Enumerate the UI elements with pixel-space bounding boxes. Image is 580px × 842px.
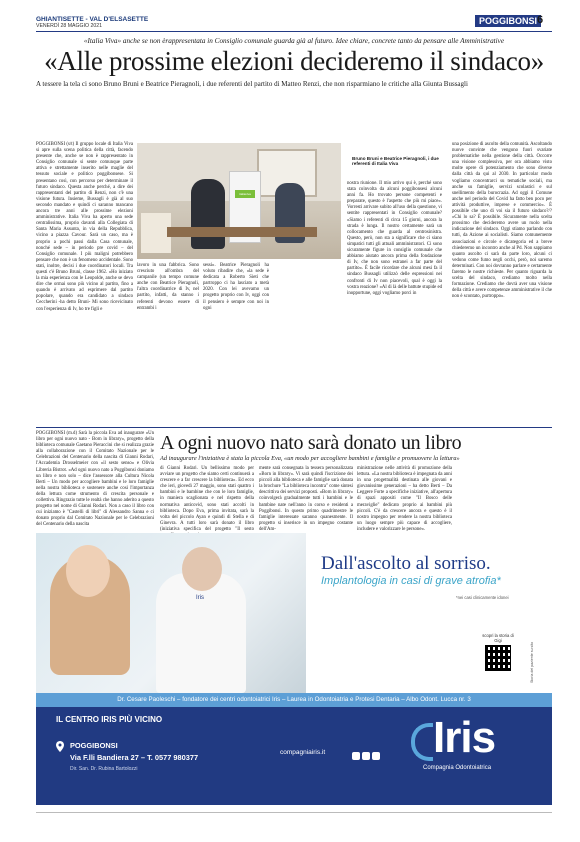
article2-column-3: mente sarà consegnata la tessera personalizzata «Born in library». Vi sarà quindi l'iscrizione dei piccoli alla biblioteca e alle famiglie sarà donata la brochure "La biblioteca incontra" come sintesi descrittiva dei servizi proposti. «Born in library» coinvolgerà gradualmente tutti i bambini e le bambine nate nell'anno in corso e residenti a Poggibonsi. In questo primo quadrimestre le famiglie interessate saranno quanesmente. Il progetto si inserisce in un impegno costante dell'Am- bbox=[259, 466, 353, 532]
qr-label: scopri la storia di Gigi bbox=[482, 633, 514, 643]
article1-column-4: nostra riunione. Il mio arrivo qui è, perché sono stata coinvolta da alcuni poggibonsesi alcuni anni fa. Ho trovato persone competenti e preparate, questo è l'aspetto che più mi piace». Vorresti arrivare subito all'uso della questione, vi sentite rappresentati in Consiglio comunale? «Siamo i referenti di circa 15 giorni, ancora la strada è lunga. Il nostro certamente sarà un collocamento che guarda al centrosinistra. Questo, però, non sta a significare che ci siano simpatici tutti gli attuali amministratori. Ci sono sicuramente figure in consiglio comunale che abbiamo aiutato ancora prima della fondazione di Iv, che non sono estranei a far parte del partito». È facile ricordare che alcuni mesi fa il sindaco Bussagli utilizzò delle espressioni nei confronti di Iv non piacevoli, qual è oggi la vostra reazione? «Al di là delle battute stupide ed inopportune, oggi vogliamo porci in bbox=[347, 181, 442, 296]
ad-director: Dir. San. Dr. Rubina Bartolozzi bbox=[70, 766, 138, 772]
ad-photo-patient-head bbox=[66, 545, 110, 597]
social-icons bbox=[352, 747, 388, 757]
article1-subhead: A tessere la tela ci sono Bruno Bruni e Beatrice Pieragnoli, i due referenti del partito di Matteo Renzi, che non risparmiano le critiche alla Giunta Bussagli bbox=[36, 80, 468, 88]
article2-column-2: di Gianni Rodari. Un bellissimo modo per avviare un progetto che siamo certi continuerà a crescere e a far crescere la biblioteca». Ed ecco che ieri, giovedì 27 maggio, sono stati quattro i bambini e le bambine che con le loro famiglie, in maniera scaglionata e nel rispetto della normativa anticovid, sono stati accolti in biblioteca. Dopo Eva, prima invitata, sarà la volta del piccolo Ayan e quindi di Stella e di Ginevra. A tutti loro sarà donato il libro (iniziativa specifica del progetto "Il sesto bbox=[160, 466, 254, 532]
iris-logo-word: Iris bbox=[433, 713, 496, 762]
italia-viva-logo: italiaviva bbox=[235, 190, 255, 198]
ad-title: Dall'ascolto al sorriso. bbox=[321, 553, 491, 574]
ad-photo-doctor bbox=[156, 573, 246, 693]
iris-advertisement[interactable] bbox=[36, 533, 552, 805]
ad-footnote: *nei casi clinicamente idonei bbox=[456, 595, 509, 600]
photo-table bbox=[167, 227, 317, 237]
ad-footer bbox=[36, 707, 552, 805]
article-divider bbox=[36, 427, 552, 428]
photo-person-woman bbox=[191, 179, 225, 249]
photo-caption: Bruno Bruni e Beatrice Pieragnoli, i due referenti di Italia Viva bbox=[352, 156, 439, 167]
article2-subhead: Ad inaugurare l'iniziativa è stata la piccola Eva, «un modo per accogliere bambini e famiglie e promuovere la lettura» bbox=[160, 455, 460, 462]
ad-photo-doctor-head bbox=[182, 547, 222, 591]
ad-subtitle: Implantologia in casi di grave atrofia* bbox=[321, 575, 501, 587]
ad-address: Via F.lli Bandiera 27 – T. 0577 980377 bbox=[70, 753, 199, 762]
youtube-icon[interactable] bbox=[372, 752, 380, 760]
doctor-shirt-logo: Iris bbox=[196, 595, 204, 601]
facebook-icon[interactable] bbox=[352, 752, 360, 760]
article1-column-2: lavoro in una fabbrica. Sono cresciuto all'ombra del campanile (un tempo comune anche con Beatrice Pieragnoli, l'altra coordinatrice di Iv, nel partito, infatti, da stanno i referenti devono essere di entrambi i bbox=[137, 263, 199, 311]
footer-rule bbox=[36, 812, 552, 813]
article2-column-4: ministrazione nelle attività di promozione della lettura. «La nostra biblioteca è impegnata da anni in una progettualità destinata alle giovani e giovanissime generazioni – ha detto Berti – Da Leggere Forte a specifiche iniziative, all'apertura di spazi appositi come "Il Bosco delle meraviglie" dedicato proprio ai bambini più piccoli. C'è da crescere ancora e questo è il nostro impegno per rendere la nostra biblioteca un luogo sempre più capace di accogliere, includere e valorizzare le persone». bbox=[357, 466, 452, 532]
ad-vertical-text: Storia del paziente su sito bbox=[530, 641, 534, 683]
article1-column-5: una posizione di ascolto della comunità. Ascoltando nuove convinte che vengono fuori svariate problematiche nella gestione della città. Occorre una visione complessiva, per ora abbiamo visto molte opere di potenziamento che sono diverse dalla città da qui al 2030. In particolar modo vogliamo concentrarci su tematiche sociali, ma anche su famiglie, servizi scolastici e sul snellimento della burocrazia. Ad oggi il Comune anche nel periodo del Covid ha fatto ben poco per attività produttive, imprese e commercio». È possibile che uno di voi sia il futuro sindaco?/? «Chi lo sa? È possibile. Sicuramente nella scelta prossimo che decideremo avere un ruolo nella indicazione del sindaco. Oggi stiamo parlando con tutti, da Azione ai socialisti. Siamo comunemente associazioni e circole e dicategoria ed a breve chiederemo un incontro anche al Pd. Non sappiamo quanto ascolto ci sarà da parte loro, alcuni ci vedono come fumo negli occhi, però, noi saremo determinati. Con noi dovranno parlare e certamente faremo le nostre richieste. Per quanto riguarda la scelta del sindaco, crediamo molto nella formazione. Crediamo che dovrà aver una visione della città e avere competenze amministrative il che non è scontato, purtroppo». bbox=[452, 142, 552, 300]
article1-column-1: POGGIBONSI (s/t) Il gruppo locale di Italia Viva si apre sulla scena politica della città, facendo presente che, anche se non è rappresentato in Consiglio comunale si sente comunque parte attiva e strettamente inserito nelle maglie del tessuto sociale e politico poggibonsese. Si presentano così, con percorso per determinare il futuro sindaco. Questa anche perché, a dire dei rappresentanti del partito di Renzi, non c'è una visione futura. Insieme, Bussagli è già al suo secondo mandato e quindi ci saranno mancano ancora tre anni alle prossime elezioni amministrative. Italia Viva ha aperto una sede centralissima, proprio davanti alla Collegiata di Santa Maria Assunta, in via della Repubblica, vicino a piazza Cavour. Sarà un caso, ma è proprio a pochi passi dalla Casa comunale, nonché sede – in periodo pre covid – del Consiglio comunale. I più maligni potrebbero pensare che non è un fenomeno accidentale. Sono stati, inoltre, decisi i due coordinatori locali. Tra questi c'è Bruno Bruni, classe 1962. «Ho iniziato la mia esperienza con le Leopolde, anche se devo dire che ormai sono più vicino al partito, fino a quando è arrivato ad esprimere dal partito popolare, quando era candidato a sindaco Ceccherini -ha detto Bruni- Mi sono ricevicinato con l'esperienza di Iv, ho tre figli e bbox=[36, 142, 133, 312]
ad-website-link[interactable]: compagniairis.it bbox=[280, 749, 326, 756]
issue-date: VENERDÌ 28 MAGGIO 2021 bbox=[36, 23, 103, 29]
article1-column-3: sessi». Beatrice Pieragnoli ha voluto ribadire che, «la sede è dedicata a Roberto Sieti che partroppo ci ha lasciato a metà 2020. Con lei avevamo un progetto proprio con Iv, oggi con il pensiero è sempre con noi in ogni bbox=[203, 263, 269, 311]
iris-logo-mark-icon bbox=[411, 723, 433, 761]
page-number: 6 bbox=[537, 14, 544, 26]
iris-logo-subtitle: Compagnia Odontoiatrica bbox=[423, 765, 492, 771]
article1-kicker: «Italia Viva» anche se non èrappresentata in Consiglio comunale guarda già al futuro. Idee chiare, concrete tanto da pensare alle Amministrative bbox=[83, 37, 505, 45]
article1-headline: «Alle prossime elezioni decideremo il sindaco» bbox=[44, 46, 544, 76]
ad-nearest-center: IL CENTRO IRIS PIÙ VICINO bbox=[56, 715, 163, 724]
ad-credentials-strip: Dr. Cesare Paoleschi – fondatore dei centri odontoiatrici Iris – Laurea in Odontoiatria e Protesi Dentaria – Albo Odont. Lucca nr. 3 bbox=[36, 693, 552, 707]
ad-photo bbox=[36, 533, 306, 693]
ad-city: POGGIBONSI bbox=[70, 741, 118, 750]
article2-headline: A ogni nuovo nato sarà donato un libro bbox=[160, 432, 462, 454]
qr-code-icon[interactable] bbox=[485, 645, 511, 671]
header-rule bbox=[36, 31, 552, 32]
article2-column-1: POGGIBONSI (m.d) Sarà la piccola Eva ad inaugurare «Un libro per ogni nuovo nato - Born in library», progetto della biblioteca comunale Gaetano Pieraccini che si realizza grazie alla collaborazione con il Comitato Nazionale per le Celebrazioni del Centenario della nascita di Gianni Rodari, l'Accademia Drosselmeier con «il sesto senso» e Olivia Libreria Bistrot. «Ad ogni nuovo nato a Poggibonsi doniamo un libro e non solo – dice l'assessore alla Cultura Nicola Berti – Un modo per accogliere bambini e le loro famiglie nella nostra biblioteca e sostenere anche così l'importanza della lettura come strumento di crescita personale e collettiva. Ringrazio tutte le realtà che hanno aderito a questo progetto nel nome di Gianni Rodari. Non a caso il libro con cui iniziamo è "Castelli di libri" di Alessandro Sanna e ci donato proprio dal Comitato Nazionale per le Celebrazioni del Centenario della nascita bbox=[36, 431, 154, 528]
instagram-icon[interactable] bbox=[362, 752, 370, 760]
iris-logo bbox=[411, 713, 531, 775]
qr-code-block[interactable] bbox=[480, 633, 516, 677]
article1-photo bbox=[137, 143, 341, 259]
publication-name: GHIANTISETTE - VAL D'ELSASETTE bbox=[36, 16, 149, 23]
section-badge: POGGIBONSI bbox=[475, 15, 541, 27]
location-pin-icon bbox=[56, 741, 64, 752]
